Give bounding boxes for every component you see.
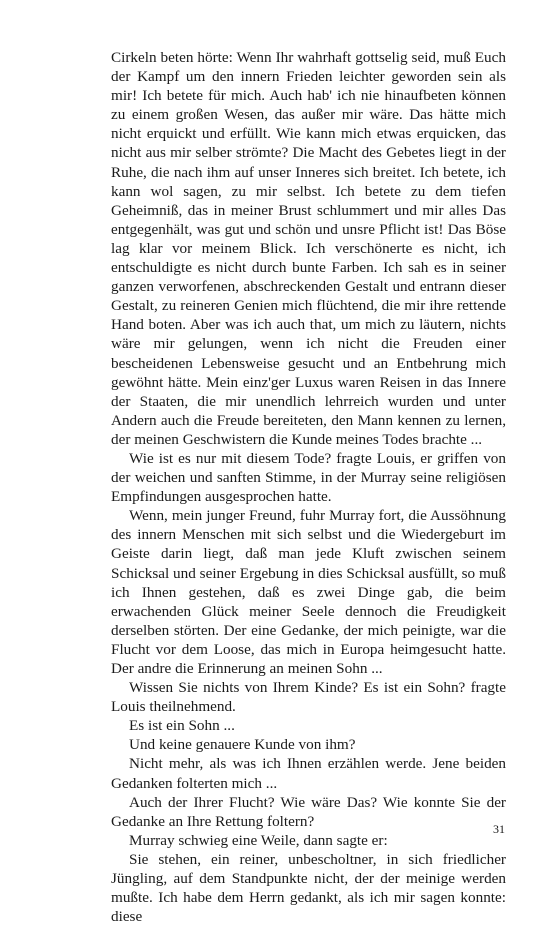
body-text — [111, 48, 506, 926]
paragraph-6: Und keine genauere Kunde von ihm? — [129, 736, 356, 754]
paragraph-10: Sie stehen, ein reiner, unbescholtner, in sich friedlicher Jüngling, auf dem Standpunkte nicht, der der meinige werden mußte. Ich habe dem Herrn gedankt, als ich mir sagen konnte: diese — [111, 850, 506, 926]
paragraph-9: Murray schwieg eine Weile, dann sagte er: — [129, 831, 388, 849]
paragraph-4: Wissen Sie nichts von Ihrem Kinde? Es ist ein Sohn? fragte Louis theilnehmend. — [111, 679, 506, 716]
paragraph-5: Es ist ein Sohn ... — [129, 717, 235, 735]
paragraph-7: Nicht mehr, als was ich Ihnen erzählen werde. Jene beiden Gedanken folterten mich ... — [111, 755, 506, 792]
page-number: 31 — [493, 822, 505, 836]
paragraph-3: Wenn, mein junger Freund, fuhr Murray fort, die Aussöhnung des innern Menschen mit sich selbst und die Wiedergeburt im Geiste darin liegt, daß man jede Kluft zwischen seinem Schicksal und seiner Ergebung in dies Schicksal ausfüllt, so muß ich Ihnen gestehen, daß es zwei Dinge gab, die beim erwachenden Glück meiner Seele dennoch die Freudigkeit derselben störten. Der eine Gedanke, der mich peinigte, war die Flucht vor dem Loose, das mich in Europa heimgesucht hatte. Der andre die Erinnerung an meinen Sohn ... — [111, 507, 506, 677]
paragraph-2: Wie ist es nur mit diesem Tode? fragte Louis, er griffen von der weichen und sanften Stimme, in der Murray seine religiösen Empfindungen ausgesprochen hatte. — [111, 449, 506, 506]
paragraph-8: Auch der Ihrer Flucht? Wie wäre Das? Wie konnte Sie der Gedanke an Ihre Rettung foltern? — [111, 793, 506, 830]
paragraph-1: Cirkeln beten hörte: Wenn Ihr wahrhaft gottselig seid, muß Euch der Kampf um den innern Frieden leichter geworden sein als mir! Ich betete für mich. Auch hab' ich nie hinaufbeten können zu einem großen Wesen, das außer mir wäre. Das hätte mich nicht erquickt und erfüllt. Wie kann mich etwas erquicken, das nicht aus mir selber strömte? Die Macht des Gebetes liegt in der Ruhe, die nach ihm auf unser Inneres sich breitet. Ich betete, ich kann wol sagen, zu mir selbst. Ich betete zu dem tiefen Geheimniß, das in meiner Brust schlummert und mir alles Das entgegenhält, was gut und schön und unsre Pflicht ist! Das Böse lag klar vor meinem Blick. Ich verschönerte es nicht, ich entschuldigte es nicht durch bunte Farben. Ich sah es in seiner ganzen verworfenen, abschreckenden Gestalt und entrann dieser Gestalt, zu reineren Genien mich flüchtend, die mir ihre rettende Hand boten. Aber was ich auch that, um mich zu läutern, nichts wäre mir gelungen, wenn ich nicht die Freuden einer bescheidenen Lebensweise gesucht und an Entbehrung mich gewöhnt hätte. Mein einz'ger Luxus waren Reisen in das Innere der Staaten, die mir unendlich lehrreich wurden und unter Andern auch die Freude bereiteten, den Mann kennen zu lernen, der meinen Geschwistern die Kunde meines Todes brachte ... — [111, 49, 506, 448]
